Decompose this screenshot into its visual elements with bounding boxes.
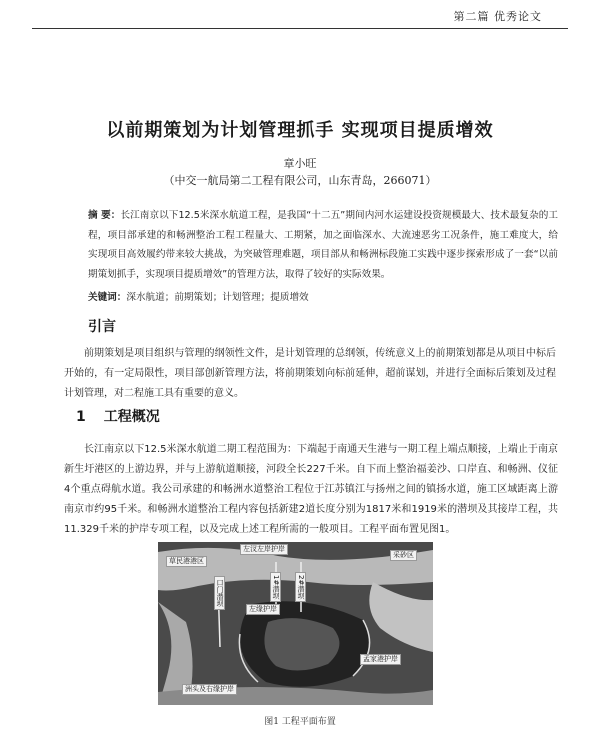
overview-paragraph: 长江南京以下12.5米深水航道二期工程范围为：下端起于南通天生港与一期工程上端点顺接，上端止于南京新生圩港区的上游边界，并与上游航道顺接，河段全长227千米。自下而上整治福姜沙、口岸直、和畅洲、仪征4个重点碍航水道。我公司承建的和畅洲水道整治工程位于江苏镇江与扬州之间的镇扬水道，施工区域距离上游南京市约95千米。和畅洲水道整治工程内容包括新建2道长度分别为1817米和1919米的潜坝及其接岸工程，共11.329千米的护岸专项工程，以及完成上述工程所需的一般项目。工程平面布置见图1。 (64, 444, 558, 535)
running-header: 第二篇 优秀论文 (453, 10, 542, 23)
section-intro-heading: 引言 (88, 319, 116, 335)
keywords (88, 288, 558, 308)
map-label-port-area: 草民港港区 (166, 556, 207, 567)
figure-caption: 图1 工程平面布置 (264, 717, 336, 727)
map-label-head-right: 洲头及右缘护岸 (182, 684, 237, 695)
abstract-text: 长江南京以下12.5米深水航道工程，是我国“十二五”期间内河水运建设投资规模最大、技术最复杂的工程，项目部承建的和畅洲整治工程工程量大、工期紧，加之面临深水、大流速恶劣工况条件，施工难度大，给实现项目高效履约带来较大挑战，为突破管理难题，项目部从和畅洲标段施工实践中逐步探索形成了一套“以前期策划抓手，实现项目提质增效”的管理方法，取得了较好的实际效果。 (88, 210, 558, 280)
section-1-title: 工程概况 (103, 409, 160, 425)
map-label-dam-2: 2#潜坝 (295, 572, 306, 602)
header-rule (32, 28, 568, 29)
map-label-left-bank: 左汊左岸护岸 (240, 544, 288, 555)
project-layout-figure (158, 542, 433, 705)
map-label-sand-area: 采砂区 (390, 550, 417, 561)
map-label-mouth-dam: 口门潜坝 (214, 576, 225, 610)
paper-title: 以前期策划为计划管理抓手 实现项目提质增效 (106, 120, 494, 141)
affiliation: （中交一航局第二工程有限公司，山东青岛，266071） (163, 174, 437, 187)
abstract-label: 摘 要： (88, 210, 121, 221)
section-1-heading (76, 406, 160, 426)
map-label-left-edge: 左缘护岸 (246, 604, 280, 615)
section-1-number: 1 (76, 409, 86, 425)
map-label-dam-1: 1#潜坝 (270, 572, 281, 602)
abstract (88, 206, 558, 284)
author-name: 章小旺 (283, 157, 317, 170)
intro-paragraph: 前期策划是项目组织与管理的纲领性文件，是计划管理的总纲领，传统意义上的前期策划都是从项目中标后开始的，有一定局限性，项目部创新管理方法，将前期策划向标前延伸，超前谋划，并进行全面标后策划及过程计划管理，对二程施工具有重要的意义。 (64, 348, 556, 399)
keywords-text: 深水航道；前期策划；计划管理；提质增效 (126, 292, 309, 303)
keywords-label: 关键词： (88, 292, 127, 303)
map-label-mengjiagang: 孟家港护岸 (360, 654, 401, 665)
